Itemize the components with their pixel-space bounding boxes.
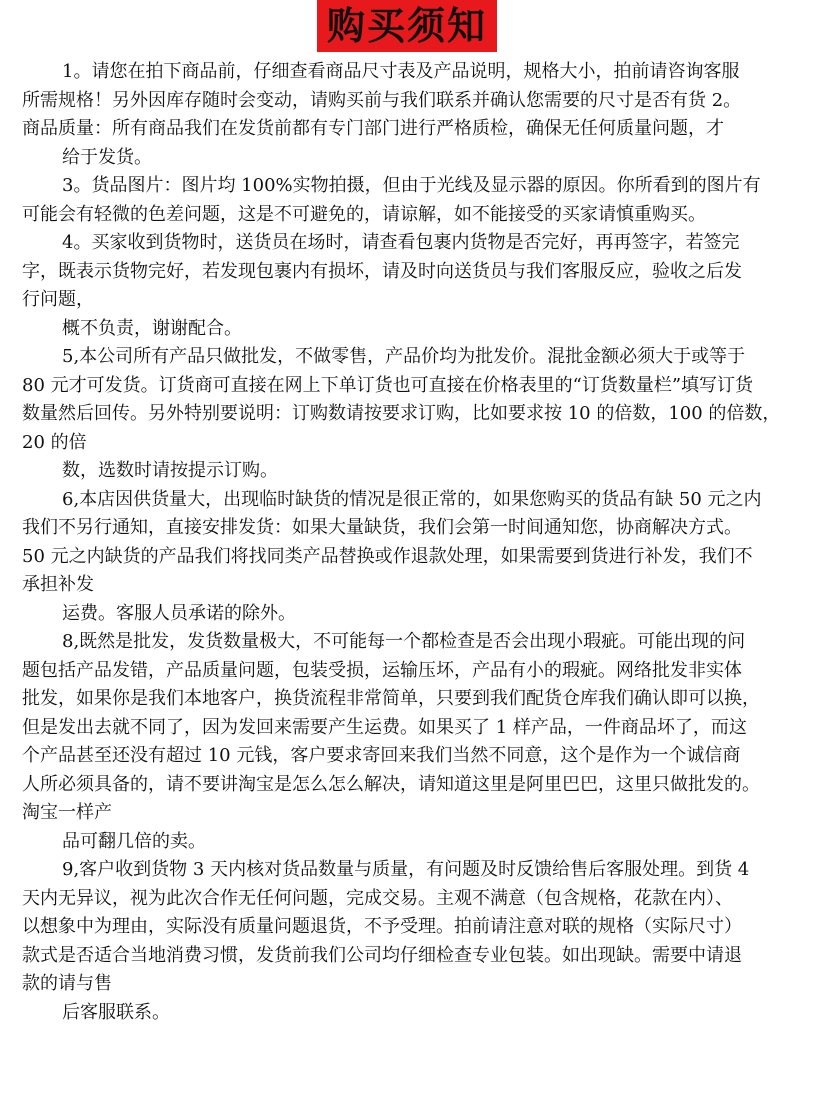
notice-paragraph (22, 229, 798, 343)
notice-line: 后客服联系。 (62, 1001, 170, 1023)
notice-line: 淘宝一样产 (22, 802, 112, 823)
notice-line: 人所必须具备的，请不要讲淘宝是怎么怎么解决，请知道这里是阿里巴巴，这里只做批发的。 (22, 773, 760, 795)
notice-line: 个产品甚至还没有超过 10 元钱，客户要求寄回来我们当然不同意，这个是作为一个诚信商 (22, 745, 741, 766)
notice-paragraph (22, 628, 798, 856)
notice-line: 8,既然是批发，发货数量极大，不可能每一个都检查是否会出现小瑕疵。可能出现的问 (62, 631, 746, 652)
notice-paragraph (22, 486, 798, 629)
title-banner (0, 0, 814, 56)
notice-line: 50 元之内缺货的产品我们将找同类产品替换或作退款处理，如果需要到货进行补发，我们不 (22, 545, 753, 567)
notice-line: 所需规格！另外因库存随时会变动，请购买前与我们联系并确认您需要的尺寸是否有货 2。 (22, 89, 742, 111)
notice-paragraph (22, 172, 798, 229)
notice-line: 3。货品图片：图片均 100%实物拍摄，但由于光线及显示器的原因。你所看到的图片有 (62, 175, 761, 196)
notice-line: 字，既表示货物完好，若发现包裹内有损坏，请及时向送货员与我们客服反应，验收之后发 (22, 260, 742, 282)
notice-line: 商品质量：所有商品我们在发货前都有专门部门进行严格质检，确保无任何质量问题，才 (22, 118, 724, 139)
notice-line: 但是发出去就不同了，因为发回来需要产生运费。如果买了 1 样产品，一件商品坏了，而这 (22, 716, 747, 738)
notice-line: 以想象中为理由，实际没有质量问题退货，不予受理。拍前请注意对联的规格（实际尺寸） (22, 916, 742, 937)
notice-line: 80 元才可发货。订货商可直接在网上下单订货也可直接在价格表里的“订货数量栏”填写订货 (22, 374, 754, 396)
notice-line: 行问题， (22, 289, 94, 310)
notice-line: 天内无异议，视为此次合作无任何问题，完成交易。主观不满意（包含规格，花款在内）、 (22, 887, 733, 909)
notice-line: 6,本店因供货量大，出现临时缺货的情况是很正常的，如果您购买的货品有缺 50 元之内 (62, 488, 762, 510)
notice-line: 我们不另行通知，直接安排发货：如果大量缺货，我们会第一时间通知您，协商解决方式。 (22, 517, 742, 538)
notice-line: 1。请您在拍下商品前，仔细查看商品尺寸表及产品说明，规格大小，拍前请咨询客服 (62, 61, 740, 82)
notice-line: 9,客户收到货物 3 天内核对货品数量与质量，有问题及时反馈给售后客服处理。到货 4 (62, 859, 750, 880)
notice-line: 品可翻几倍的卖。 (62, 830, 206, 852)
notice-line: 给于发货。 (62, 146, 152, 168)
notice-line: 题包括产品发错，产品质量问题，包装受损，运输压坏，产品有小的瑕疵。网络批发非实体 (22, 659, 742, 681)
notice-line: 承担补发 (22, 574, 94, 595)
notice-line: 4。买家收到货物时，送货员在场时，请查看包裹内货物是否完好，再再签字，若签完 (62, 232, 740, 253)
notice-line: 20 的倍 (22, 431, 87, 453)
notice-paragraph (22, 58, 798, 172)
notice-line: 数，选数时请按提示订购。 (62, 460, 278, 481)
notice-line: 批发，如果你是我们本地客户，换货流程非常简单，只要到我们配货仓库我们确认即可以换， (22, 688, 760, 709)
notice-line: 款式是否适合当地消费习惯，发货前我们公司均仔细检查专业包装。如出现缺。需要中请退 (22, 944, 742, 966)
notice-line: 可能会有轻微的色差问题，这是不可避免的，请谅解，如不能接受的买家请慎重购买。 (22, 203, 706, 225)
notice-paragraph (22, 856, 798, 1027)
notice-line: 数量然后回传。另外特别要说明：订购数请按要求订购，比如要求按 10 的倍数，100 的倍数， (22, 403, 781, 424)
notice-line: 款的请与售 (22, 973, 112, 994)
notice-paragraph (22, 343, 798, 486)
notice-line: 运费。客服人员承诺的除外。 (62, 602, 296, 624)
notice-content (22, 58, 798, 1027)
notice-line: 5,本公司所有产品只做批发，不做零售，产品价均为批发价。混批金额必须大于或等于 (62, 346, 746, 367)
notice-line: 概不负责，谢谢配合。 (62, 317, 242, 339)
page-title: 购买须知 (317, 0, 497, 52)
